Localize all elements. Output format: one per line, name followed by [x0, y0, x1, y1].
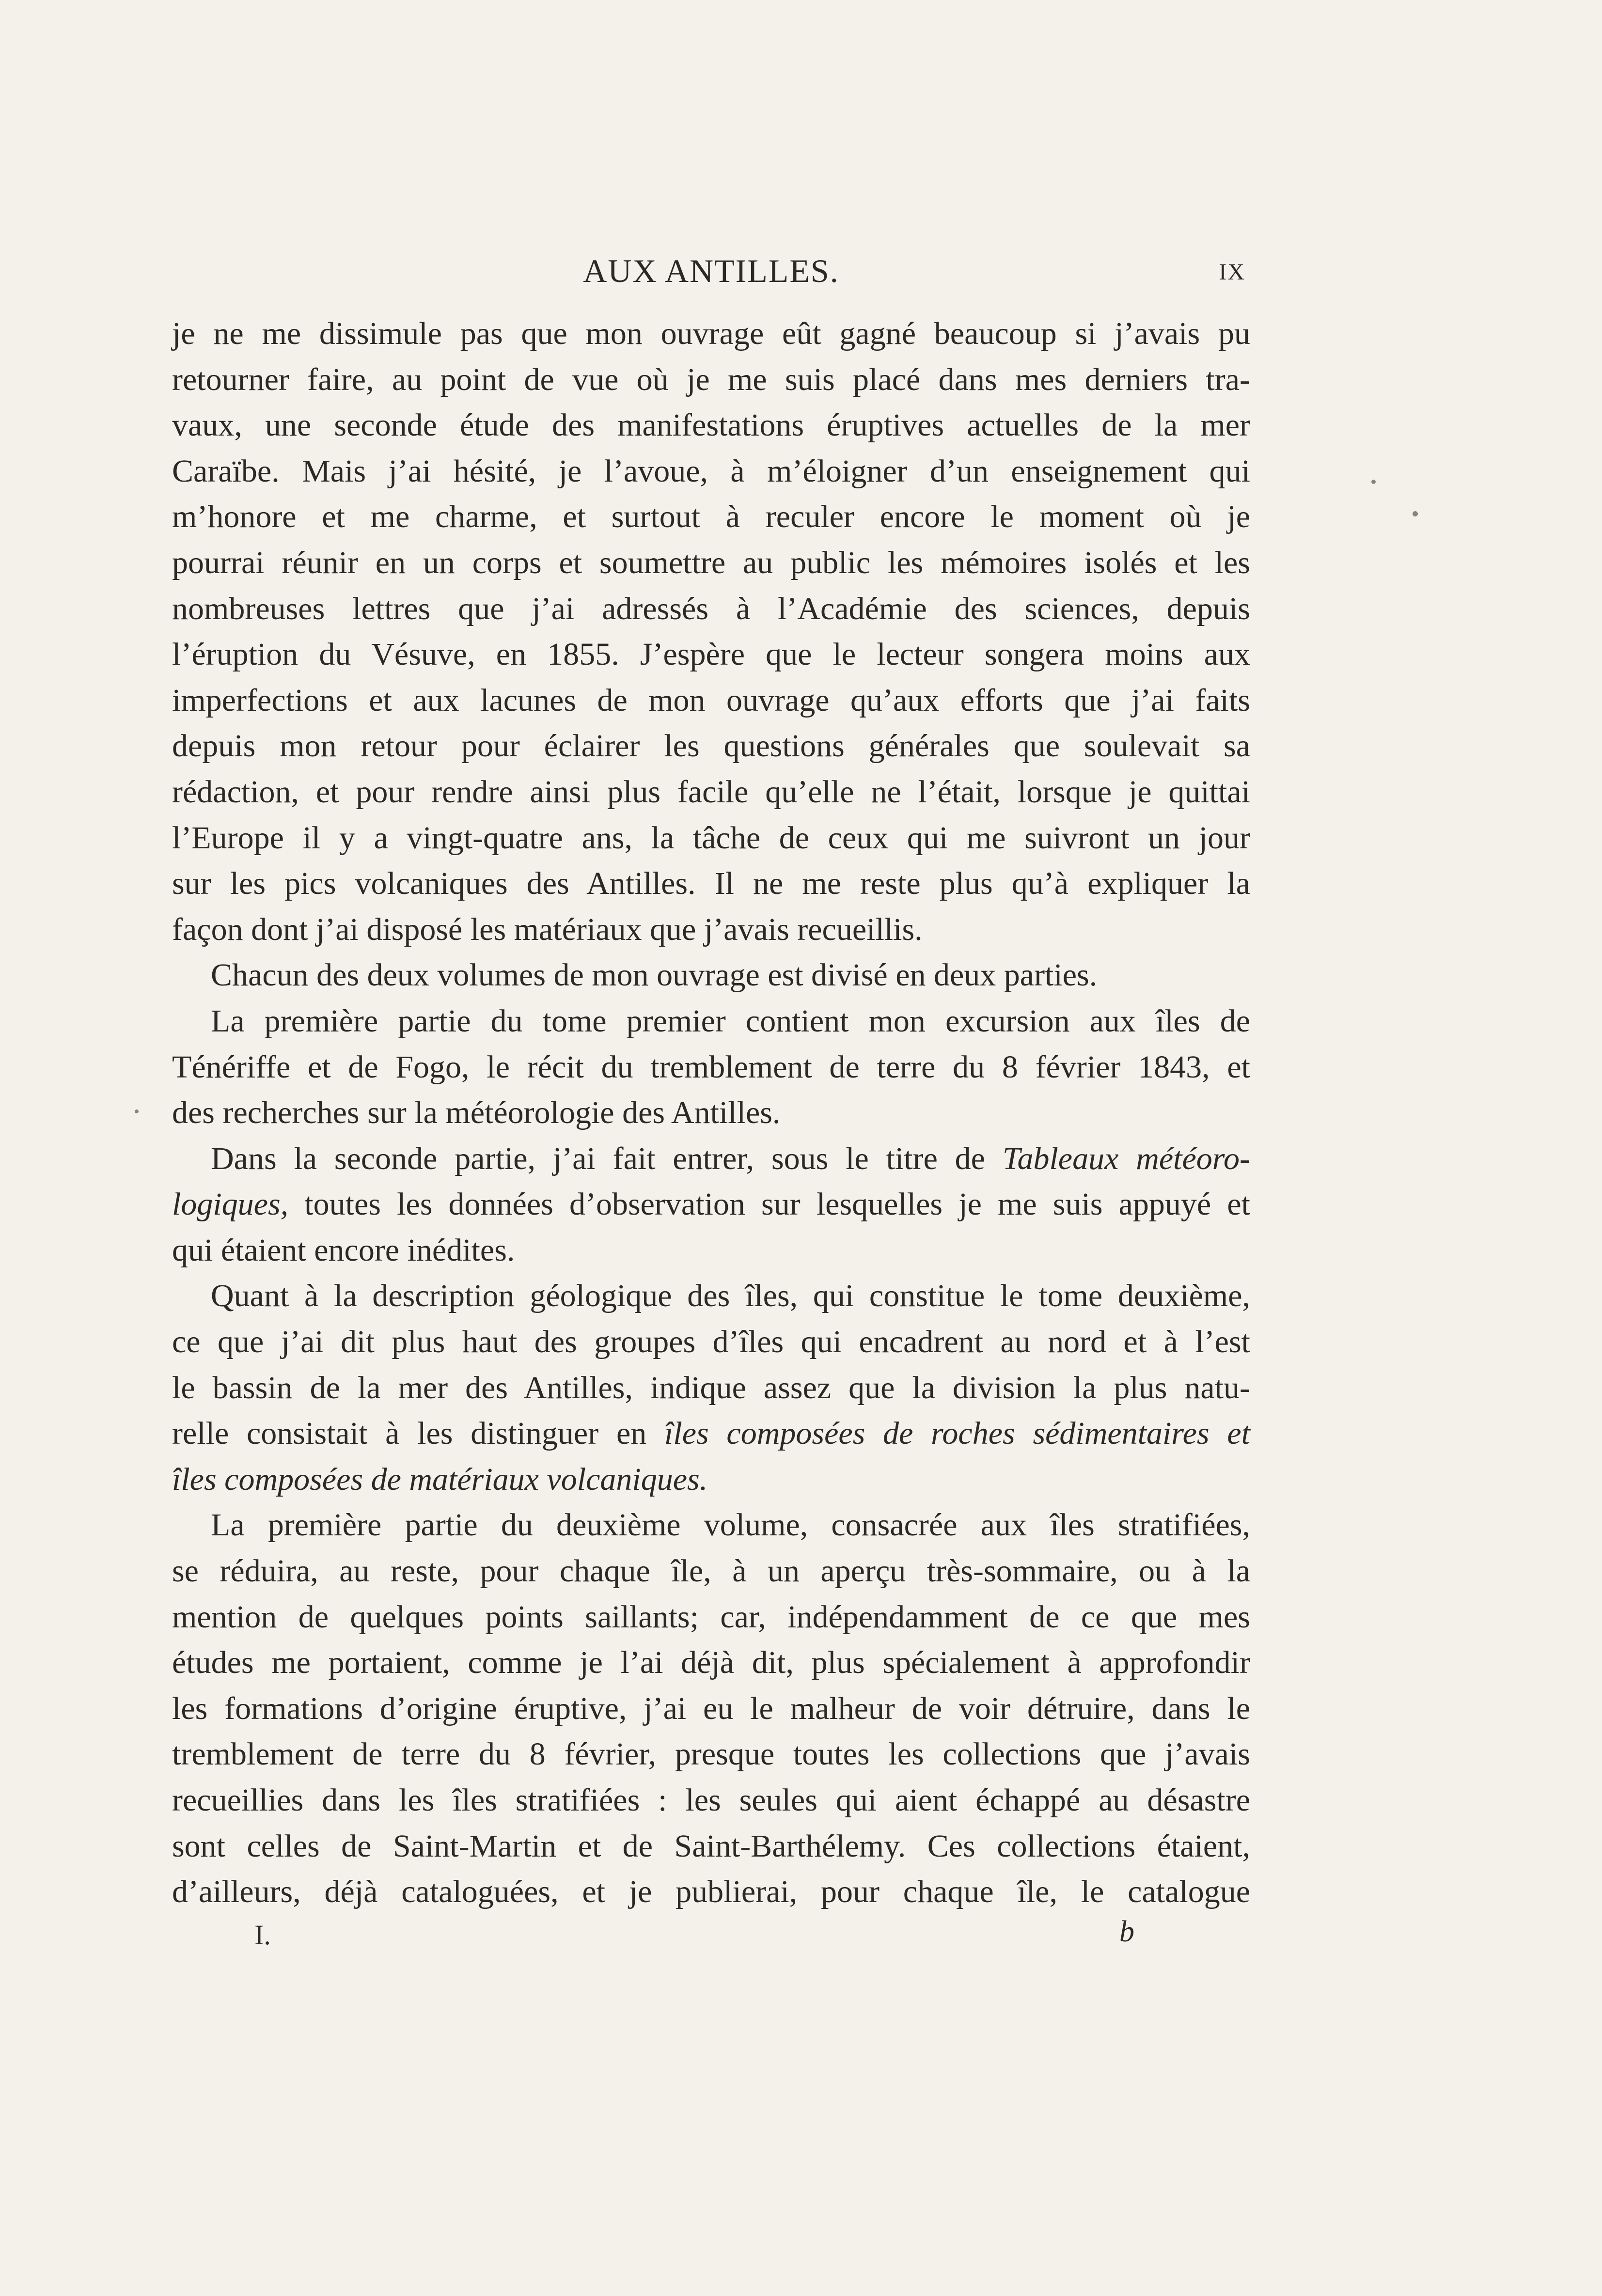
- text-line: sont celles de Saint-Martin et de Saint-Barthélemy. Ces collections étaient,: [172, 1828, 1250, 1864]
- text-line: mention de quelques points saillants; car, indépendamment de ce que mes: [172, 1599, 1250, 1635]
- text-line: logiques, toutes les données d’observation sur lesquelles je me suis appuyé et: [172, 1187, 1250, 1222]
- text-line: les formations d’origine éruptive, j’ai eu le malheur de voir détruire, dans le: [172, 1690, 1250, 1726]
- text-line: imperfections et aux lacunes de mon ouvrage qu’aux efforts que j’ai faits: [172, 682, 1250, 718]
- text-line: retourner faire, au point de vue où je me suis placé dans mes derniers tra-: [172, 361, 1250, 397]
- text-line: relle consistait à les distinguer en îles composées de roches sédimentaires et: [172, 1416, 1250, 1452]
- text-line: rédaction, et pour rendre ainsi plus facile qu’elle ne l’était, lorsque je quittai: [172, 774, 1250, 810]
- text-line: sur les pics volcaniques des Antilles. Il ne me reste plus qu’à expliquer la: [172, 866, 1250, 902]
- text-line: Ténériffe et de Fogo, le récit du tremblement de terre du 8 février 1843, et: [172, 1049, 1250, 1085]
- signature-mark-gathering: b: [1119, 1915, 1134, 1948]
- page-number: IX: [1219, 259, 1245, 285]
- text-line: l’éruption du Vésuve, en 1855. J’espère que le lecteur songera moins aux: [172, 637, 1250, 672]
- paper-speck: [135, 1109, 139, 1113]
- text-line: depuis mon retour pour éclairer les questions générales que soulevait sa: [172, 728, 1250, 764]
- text-line: La première partie du deuxième volume, consacrée aux îles stratifiées,: [211, 1507, 1250, 1543]
- text-line: qui étaient encore inédites.: [172, 1232, 515, 1268]
- text-line: Dans la seconde partie, j’ai fait entrer, sous le titre de Tableaux météoro-: [211, 1140, 1251, 1176]
- running-title: AUX ANTILLES.: [583, 252, 839, 289]
- text-line: m’honore et me charme, et surtout à reculer encore le moment où je: [172, 499, 1250, 535]
- italic-text: Tableaux météoro-: [1002, 1140, 1251, 1176]
- italic-text: logiques,: [172, 1187, 289, 1222]
- text-line: se réduira, au reste, pour chaque île, à un aperçu très-sommaire, ou à la: [172, 1553, 1250, 1589]
- text-line: La première partie du tome premier contient mon excursion aux îles de: [211, 1003, 1250, 1039]
- page-header: [172, 252, 1250, 300]
- text-line: vaux, une seconde étude des manifestations éruptives actuelles de la mer: [172, 407, 1250, 443]
- text-line: nombreuses lettres que j’ai adressés à l’Académie des sciences, depuis: [172, 591, 1250, 626]
- text-line: Chacun des deux volumes de mon ouvrage est divisé en deux parties.: [211, 957, 1098, 993]
- paper-speck: [1413, 511, 1418, 516]
- text-line: pourrai réunir en un corps et soumettre au public les mémoires isolés et les: [172, 545, 1250, 580]
- text-line: ce que j’ai dit plus haut des groupes d’îles qui encadrent au nord et à l’est: [172, 1324, 1250, 1360]
- italic-text: îles composées de matériaux volcaniques.: [172, 1461, 708, 1497]
- text-line: le bassin de la mer des Antilles, indique assez que la division la plus natu-: [172, 1370, 1250, 1406]
- text-line: [172, 1457, 1250, 1503]
- text-line: d’ailleurs, déjà cataloguées, et je publierai, pour chaque île, le catalogue: [172, 1874, 1250, 1910]
- body-text: [172, 311, 1250, 1915]
- text-line: Caraïbe. Mais j’ai hésité, je l’avoue, à m’éloigner d’un enseignement qui: [172, 453, 1250, 489]
- text-line: Quant à la description géologique des îles, qui constitue le tome deuxième,: [211, 1278, 1250, 1314]
- text-line: l’Europe il y a vingt-quatre ans, la tâche de ceux qui me suivront un jour: [172, 820, 1250, 856]
- text-line: des recherches sur la météorologie des Antilles.: [172, 1095, 781, 1131]
- text-line: recueillies dans les îles stratifiées : les seules qui aient échappé au désastre: [172, 1782, 1250, 1818]
- italic-text: îles composées de roches sédimentaires et: [664, 1416, 1250, 1452]
- paper-speck: [1371, 480, 1376, 484]
- text-line: façon dont j’ai disposé les matériaux que j’avais recueillis.: [172, 911, 923, 947]
- page-footer: [172, 1915, 1250, 1957]
- text-line: je ne me dissimule pas que mon ouvrage eût gagné beaucoup si j’avais pu: [172, 316, 1250, 351]
- signature-mark-volume: I.: [254, 1919, 271, 1951]
- text-line: études me portaient, comme je l’ai déjà dit, plus spécialement à approfondir: [172, 1645, 1250, 1681]
- text-line: tremblement de terre du 8 février, presque toutes les collections que j’avais: [172, 1736, 1250, 1772]
